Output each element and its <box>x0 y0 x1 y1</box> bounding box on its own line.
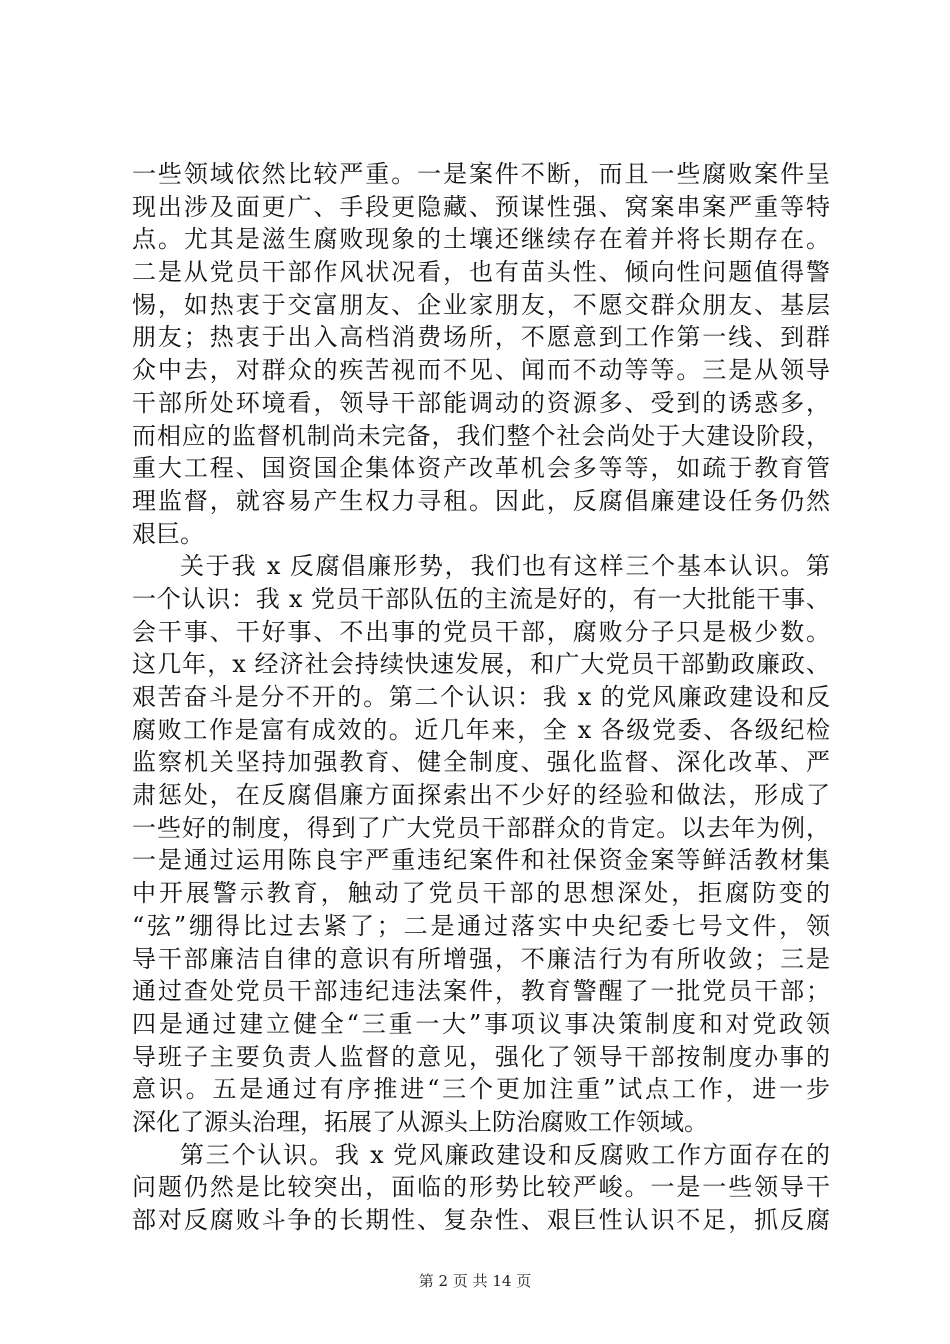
text-line: 深化了源头治理，拓展了从源头上防治腐败工作领域。 <box>132 1107 708 1136</box>
text-line: 会干事、干好事、不出事的党员干部，腐败分子只是极少数。 <box>132 617 830 646</box>
text-line: 而相应的监督机制尚未完备，我们整个社会尚处于大建设阶段， <box>132 421 830 450</box>
text-line: 一些好的制度，得到了广大党员干部群众的肯定。以去年为例， <box>132 813 830 842</box>
text-line: 腐败工作是富有成效的。近几年来，全 x 各级党委、各级纪检 <box>132 715 830 744</box>
text-line: 重大工程、国资国企集体资产改革机会多等等，如疏于教育管 <box>132 454 830 483</box>
text-line: 众中去，对群众的疾苦视而不见、闻而不动等等。三是从领导 <box>132 356 830 385</box>
text-line: 部对反腐败斗争的长期性、复杂性、艰巨性认识不足，抓反腐 <box>132 1206 830 1234</box>
text-line: 现出涉及面更广、手段更隐藏、预谋性强、窝案串案严重等特 <box>132 192 830 221</box>
text-line: 艰巨。 <box>132 519 204 548</box>
text-line: 肃惩处，在反腐倡廉方面探索出不少好的经验和做法，形成了 <box>132 781 830 810</box>
text-line: 导干部廉洁自律的意识有所增强，不廉洁行为有所收敛；三是 <box>132 944 830 973</box>
document-body <box>132 158 830 1237</box>
text-line: 干部所处环境看，领导干部能调动的资源多、受到的诱惑多， <box>132 388 830 417</box>
text-line: 通过查处党员干部违纪违法案件，教育警醒了一批党员干部； <box>132 977 830 1006</box>
text-line: 艰苦奋斗是分不开的。第二个认识：我 x 的党风廉政建设和反 <box>132 683 830 711</box>
text-line: 点。尤其是滋生腐败现象的土壤还继续存在着并将长期存在。 <box>132 225 830 254</box>
text-line: 一些领域依然比较严重。一是案件不断，而且一些腐败案件呈 <box>132 160 830 188</box>
text-line: 惕，如热衷于交富朋友、企业家朋友，不愿交群众朋友、基层 <box>132 290 830 319</box>
text-line: 关于我 x 反腐倡廉形势，我们也有这样三个基本认识。第 <box>180 552 830 581</box>
text-line: 问题仍然是比较突出，面临的形势比较严峻。一是一些领导干 <box>132 1173 830 1202</box>
text-line: 一是通过运用陈良宇严重违纪案件和社保资金案等鲜活教材集 <box>132 846 830 875</box>
text-line: 朋友；热衷于出入高档消费场所，不愿意到工作第一线、到群 <box>132 323 830 352</box>
page-footer: 第 2 页 共 14 页 <box>418 1272 532 1290</box>
text-line: 导班子主要负责人监督的意见，强化了领导干部按制度办事的 <box>132 1042 830 1071</box>
text-line: 理监督，就容易产生权力寻租。因此，反腐倡廉建设任务仍然 <box>132 486 830 515</box>
text-line: 四是通过建立健全“三重一大”事项议事决策制度和对党政领 <box>132 1009 830 1038</box>
text-line: 监察机关坚持加强教育、健全制度、强化监督、深化改革、严 <box>132 748 830 777</box>
text-line: 一个认识：我 x 党员干部队伍的主流是好的，有一大批能干事、 <box>132 584 830 613</box>
text-line: “弦”绷得比过去紧了；二是通过落实中央纪委七号文件，领 <box>132 911 830 940</box>
text-line: 这几年，x 经济社会持续快速发展，和广大党员干部勤政廉政、 <box>132 650 830 679</box>
text-line: 意识。五是通过有序推进“三个更加注重”试点工作，进一步 <box>132 1075 830 1104</box>
text-line: 二是从党员干部作风状况看，也有苗头性、倾向性问题值得警 <box>132 258 830 287</box>
text-line: 中开展警示教育，触动了党员干部的思想深处，拒腐防变的 <box>132 879 830 908</box>
text-line: 第三个认识。我 x 党风廉政建设和反腐败工作方面存在的 <box>180 1140 830 1169</box>
